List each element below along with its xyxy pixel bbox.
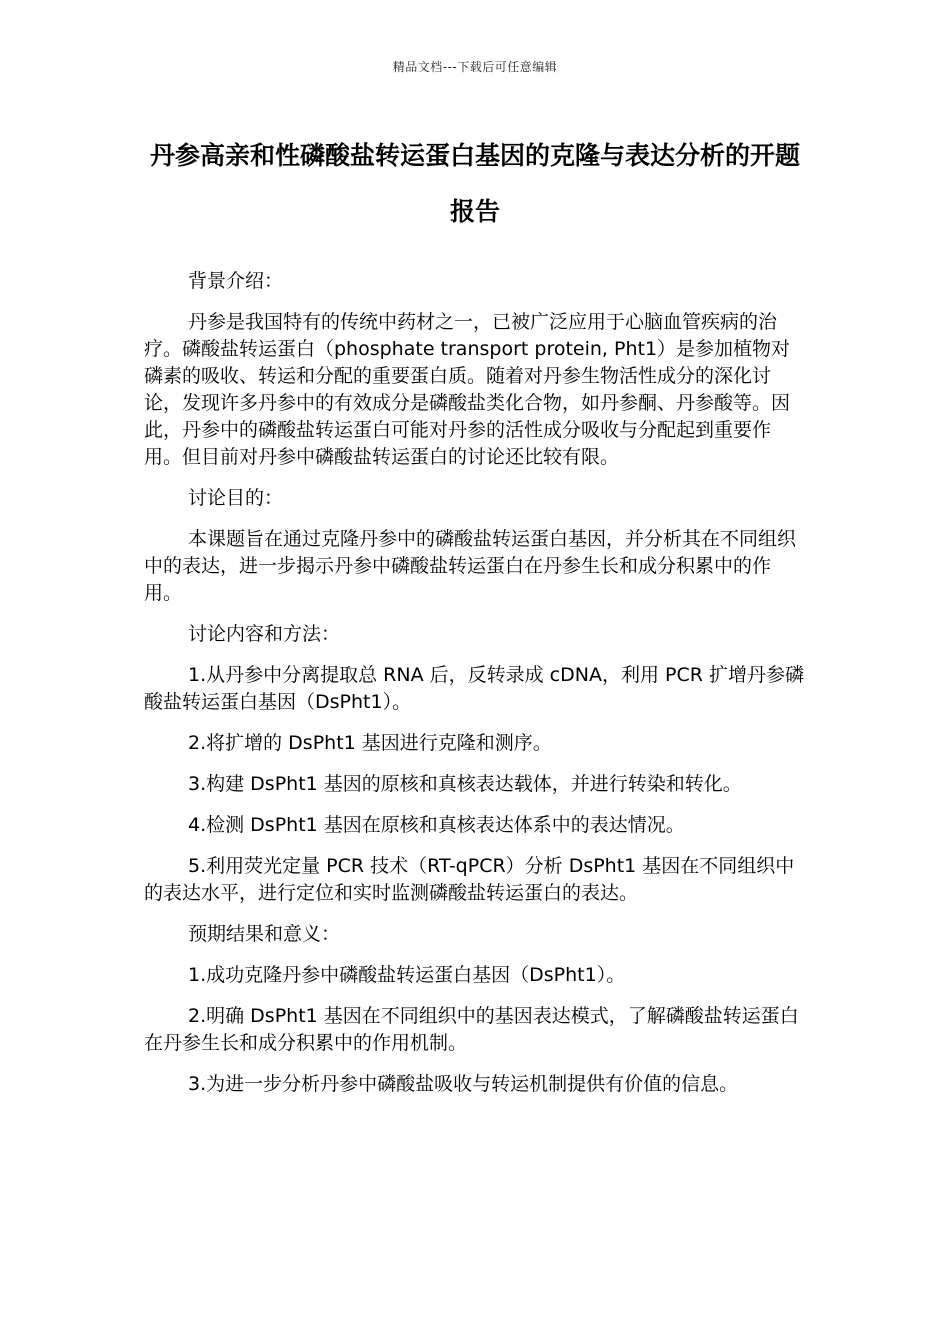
results-heading: 预期结果和意义：	[188, 923, 341, 945]
methods-item: 1.从丹参中分离提取总 RNA 后，反转录成 cDNA，利用 PCR 扩增丹参磷酸盐转运蛋白基因（DsPht1）。	[144, 664, 804, 713]
purpose-paragraph: 本课题旨在通过克隆丹参中的磷酸盐转运蛋白基因，并分析其在不同组织中的表达，进一步揭示丹参中磷酸盐转运蛋白在丹参生长和成分积累中的作用。	[144, 528, 797, 604]
results-item: 1.成功克隆丹参中磷酸盐转运蛋白基因（DsPht1）。	[188, 964, 626, 986]
header-note: 精品文档---下载后可任意编辑	[392, 60, 558, 74]
methods-item: 5.利用荧光定量 PCR 技术（RT-qPCR）分析 DsPht1 基因在不同组织中的表达水平，进行定位和实时监测磷酸盐转运蛋白的表达。	[144, 855, 795, 904]
results-item: 2.明确 DsPht1 基因在不同组织中的基因表达模式，了解磷酸盐转运蛋白在丹参生长和成分积累中的作用机制。	[144, 1005, 799, 1054]
background-paragraph: 丹参是我国特有的传统中药材之一，已被广泛应用于心脑血管疾病的治疗。磷酸盐转运蛋白（phosphate transport protein, Pht1）是参加植物对磷素的吸收、转运和分配的重要蛋白质。随着对丹参生物活性成分的深化讨论，发现许多丹参中的有效成分是磷酸盐类化合物，如丹参酮、丹参酸等。因此，丹参中的磷酸盐转运蛋白可能对丹参的活性成分吸收与分配起到重要作用。但目前对丹参中磷酸盐转运蛋白的讨论还比较有限。	[144, 311, 791, 468]
document-title: 丹参高亲和性磷酸盐转运蛋白基因的克隆与表达分析的开题报告	[149, 141, 800, 226]
methods-item: 4.检测 DsPht1 基因在原核和真核表达体系中的表达情况。	[188, 814, 685, 836]
document-body	[144, 268, 806, 1112]
background-heading: 背景介绍：	[188, 270, 284, 292]
methods-item: 2.将扩增的 DsPht1 基因进行克隆和测序。	[188, 732, 552, 754]
methods-item: 3.构建 DsPht1 基因的原核和真核表达载体，并进行转染和转化。	[188, 773, 742, 795]
purpose-heading: 讨论目的：	[188, 487, 284, 509]
methods-heading: 讨论内容和方法：	[188, 623, 341, 645]
results-item: 3.为进一步分析丹参中磷酸盐吸收与转运机制提供有价值的信息。	[188, 1073, 739, 1095]
